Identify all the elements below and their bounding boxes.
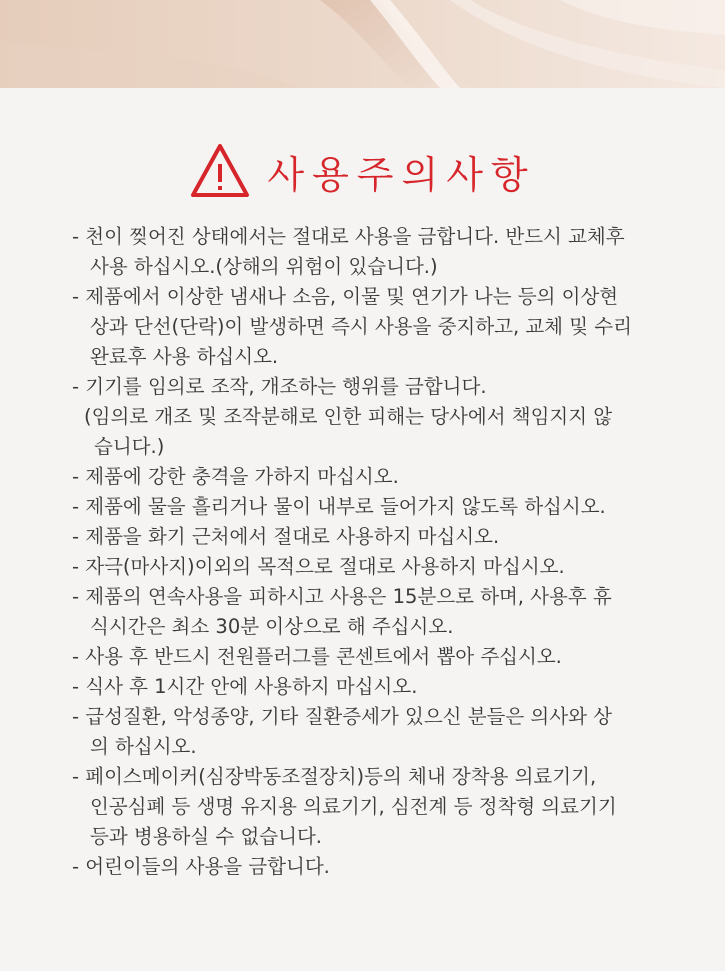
warning-triangle-icon xyxy=(189,142,251,200)
list-item xyxy=(72,372,662,462)
item-line: 완료후 사용 하십시오. xyxy=(90,345,279,368)
item-line: - 페이스메이커(심장박동조절장치)등의 체내 장착용 의료기기, xyxy=(72,765,597,788)
list-item xyxy=(72,492,662,522)
item-line: 상과 단선(단락)이 발생하면 즉시 사용을 중지하고, 교체 및 수리 xyxy=(90,315,632,338)
list-item xyxy=(72,282,662,372)
list-item xyxy=(72,642,662,672)
item-line: - 천이 찢어진 상태에서는 절대로 사용을 금합니다. 반드시 교체후 xyxy=(72,225,625,248)
header-banner-image xyxy=(0,0,725,88)
item-line: 식시간은 최소 30분 이상으로 해 주십시오. xyxy=(90,615,454,638)
item-line: 인공심폐 등 생명 유지용 의료기기, 심전계 등 정착형 의료기기 xyxy=(90,795,617,818)
item-line: (임의로 개조 및 조작분해로 인한 피해는 당사에서 책임지지 않 xyxy=(84,405,613,428)
item-line: - 자극(마사지)이외의 목적으로 절대로 사용하지 마십시오. xyxy=(72,555,565,578)
item-line: 사용 하십시오.(상해의 위험이 있습니다.) xyxy=(90,255,438,278)
list-item xyxy=(72,672,662,702)
list-item xyxy=(72,582,662,642)
item-line: - 어린이들의 사용을 금합니다. xyxy=(72,855,330,878)
list-item xyxy=(72,552,662,582)
caution-list xyxy=(72,222,662,882)
list-item xyxy=(72,462,662,492)
item-line: - 제품의 연속사용을 피하시고 사용은 15분으로 하며, 사용후 휴 xyxy=(72,585,612,608)
page-title: 사용주의사항 xyxy=(267,152,536,197)
title-row xyxy=(0,140,725,202)
list-item xyxy=(72,702,662,762)
item-line: - 기기를 임의로 조작, 개조하는 행위를 금합니다. xyxy=(72,375,487,398)
item-line: - 제품을 화기 근처에서 절대로 사용하지 마십시오. xyxy=(72,525,500,548)
item-line: 등과 병용하실 수 없습니다. xyxy=(90,825,323,848)
list-item xyxy=(72,522,662,552)
list-item xyxy=(72,852,662,882)
list-item xyxy=(72,762,662,852)
item-line: 습니다.) xyxy=(94,435,165,458)
list-item xyxy=(72,222,662,282)
item-line: - 제품에 강한 충격을 가하지 마십시오. xyxy=(72,465,399,488)
item-line: - 식사 후 1시간 안에 사용하지 마십시오. xyxy=(72,675,418,698)
item-line: - 급성질환, 악성종양, 기타 질환증세가 있으신 분들은 의사와 상 xyxy=(72,705,612,728)
item-line: - 제품에 물을 흘리거나 물이 내부로 들어가지 않도록 하십시오. xyxy=(72,495,606,518)
item-line: - 제품에서 이상한 냄새나 소음, 이물 및 연기가 나는 등의 이상현 xyxy=(72,285,619,308)
item-line: - 사용 후 반드시 전원플러그를 콘센트에서 뽑아 주십시오. xyxy=(72,645,562,668)
marble-texture xyxy=(0,0,725,88)
item-line: 의 하십시오. xyxy=(90,735,197,758)
